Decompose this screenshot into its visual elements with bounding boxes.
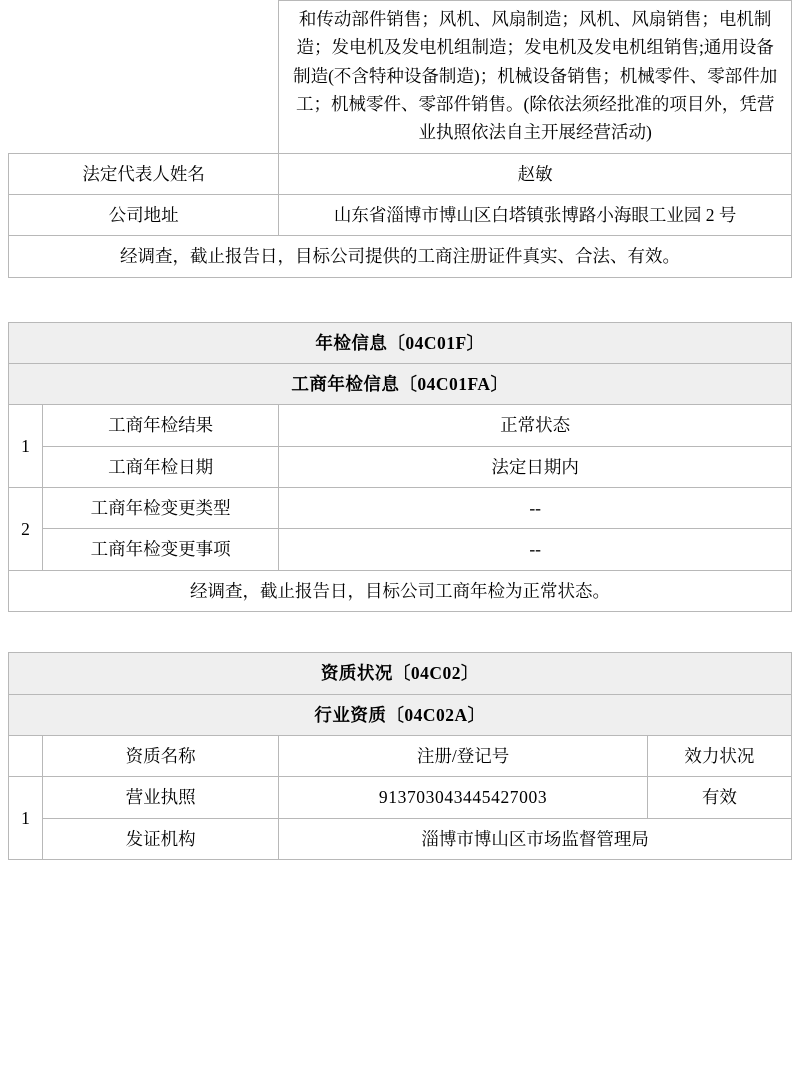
qualification-title: 资质状况〔04C02〕 xyxy=(9,653,792,694)
legal-representative-label: 法定代表人姓名 xyxy=(9,153,279,194)
header-registration-number: 注册/登记号 xyxy=(279,735,647,776)
table-row xyxy=(9,153,792,194)
annual-inspection-result-label: 工商年检结果 xyxy=(43,405,279,446)
table-row xyxy=(9,405,792,446)
table-row xyxy=(9,818,792,859)
table-row xyxy=(9,694,792,735)
row-index: 2 xyxy=(9,488,43,571)
table-row xyxy=(9,1,792,154)
annual-inspection-date-value: 法定日期内 xyxy=(279,446,792,487)
table-row-conclusion xyxy=(9,570,792,611)
row-index: 1 xyxy=(9,777,43,860)
annual-inspection-change-item-label: 工商年检变更事项 xyxy=(43,529,279,570)
table-row xyxy=(9,195,792,236)
basic-info-conclusion: 经调查，截止报告日，目标公司提供的工商注册证件真实、合法、有效。 xyxy=(9,236,792,277)
table-row xyxy=(9,529,792,570)
table-row xyxy=(9,446,792,487)
table-row-conclusion xyxy=(9,236,792,277)
issuing-authority-label: 发证机构 xyxy=(43,818,279,859)
annual-inspection-date-label: 工商年检日期 xyxy=(43,446,279,487)
annual-inspection-table xyxy=(8,322,792,612)
annual-inspection-change-item-value: -- xyxy=(279,529,792,570)
header-index xyxy=(9,735,43,776)
qualification-subtitle: 行业资质〔04C02A〕 xyxy=(9,694,792,735)
annual-inspection-subtitle: 工商年检信息〔04C01FA〕 xyxy=(9,364,792,405)
table-row xyxy=(9,777,792,818)
annual-inspection-conclusion: 经调查，截止报告日，目标公司工商年检为正常状态。 xyxy=(9,570,792,611)
table-row xyxy=(9,364,792,405)
issuing-authority-value: 淄博市博山区市场监督管理局 xyxy=(279,818,792,859)
table-header-row xyxy=(9,735,792,776)
legal-representative-value: 赵敏 xyxy=(279,153,792,194)
basic-info-table xyxy=(8,0,792,278)
header-validity-status: 效力状况 xyxy=(647,735,791,776)
business-scope-value: 和传动部件销售；风机、风扇制造；风机、风扇销售；电机制造；发电机及发电机组制造；发电机及发电机组销售;通用设备制造(不含特种设备制造)；机械设备销售；机械零件、零部件加工；机械零件、零部件销售。(除依法须经批准的项目外，凭营业执照依法自主开展经营活动) xyxy=(279,1,792,154)
table-row xyxy=(9,322,792,363)
table-row xyxy=(9,488,792,529)
qualification-table xyxy=(8,652,792,860)
row-index: 1 xyxy=(9,405,43,488)
annual-inspection-result-value: 正常状态 xyxy=(279,405,792,446)
empty-label-cell xyxy=(9,1,279,154)
table-row xyxy=(9,653,792,694)
annual-inspection-title: 年检信息〔04C01F〕 xyxy=(9,322,792,363)
company-address-value: 山东省淄博市博山区白塔镇张博路小海眼工业园 2 号 xyxy=(279,195,792,236)
section-gap xyxy=(8,612,792,652)
annual-inspection-change-type-label: 工商年检变更类型 xyxy=(43,488,279,529)
business-license-status: 有效 xyxy=(647,777,791,818)
business-license-number: 913703043445427003 xyxy=(279,777,647,818)
annual-inspection-change-type-value: -- xyxy=(279,488,792,529)
business-license-label: 营业执照 xyxy=(43,777,279,818)
company-address-label: 公司地址 xyxy=(9,195,279,236)
header-qualification-name: 资质名称 xyxy=(43,735,279,776)
section-gap xyxy=(8,278,792,322)
